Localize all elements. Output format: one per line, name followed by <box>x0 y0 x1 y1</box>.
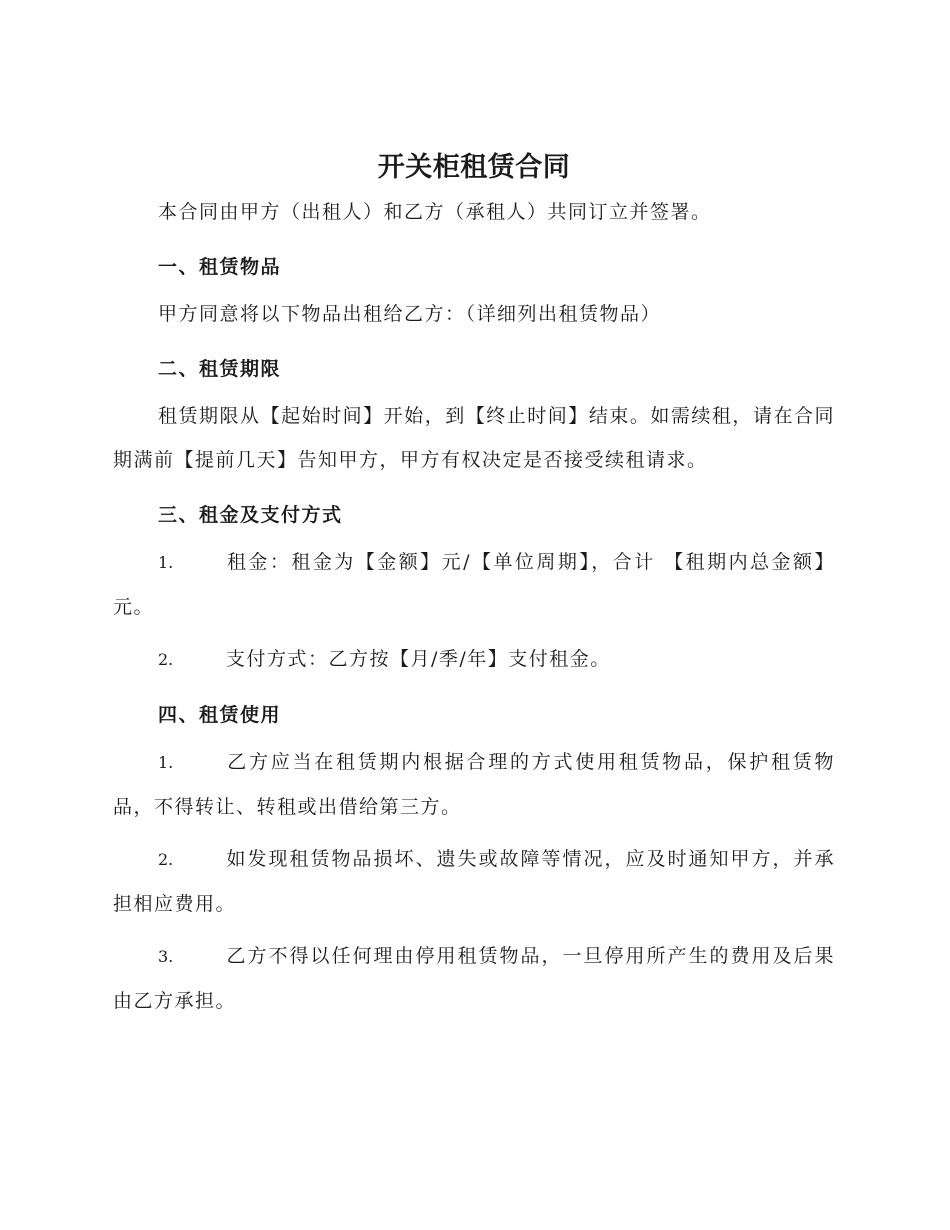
section-heading-items: 一、租赁物品 <box>158 256 282 278</box>
list-item <box>113 837 835 926</box>
list-item <box>113 540 835 629</box>
list-item-text: 租金：租金为【金额】元/【单位周期】，合计 【租期内总金额】元。 <box>113 551 835 618</box>
list-item-number: 2. <box>158 650 174 669</box>
list-item-number: 2. <box>158 850 174 869</box>
section-body-items: 甲方同意将以下物品出租给乙方：（详细列出租赁物品） <box>158 303 662 325</box>
list-item <box>113 637 835 682</box>
list-item <box>113 740 835 829</box>
section-heading-usage: 四、租赁使用 <box>158 704 282 726</box>
document-title: 开关柜租赁合同 <box>377 152 571 183</box>
list-item-text: 如发现租赁物品损坏、遗失或故障等情况，应及时通知甲方，并承担相应费用。 <box>113 848 835 915</box>
section-body-term: 租赁期限从【起始时间】开始，到【终止时间】结束。如需续租，请在合同期满前【提前几天】告知甲方，甲方有权决定是否接受续租请求。 <box>113 405 835 471</box>
list-item-number: 1. <box>158 553 174 572</box>
list-item-text: 乙方不得以任何理由停用租赁物品，一旦停用所产生的费用及后果由乙方承担。 <box>113 945 835 1012</box>
list-item <box>113 934 835 1023</box>
section-heading-rent: 三、租金及支付方式 <box>158 504 343 526</box>
list-item-number: 3. <box>158 947 174 966</box>
list-item-number: 1. <box>158 753 174 772</box>
intro-paragraph: 本合同由甲方（出租人）和乙方（承租人）共同订立并签署。 <box>158 201 712 223</box>
list-item-text: 乙方应当在租赁期内根据合理的方式使用租赁物品，保护租赁物品，不得转让、转租或出借给第三方。 <box>113 751 835 818</box>
document-page <box>113 148 835 1023</box>
section-heading-term: 二、租赁期限 <box>158 358 282 380</box>
list-item-text: 支付方式：乙方按【月/季/年】支付租金。 <box>226 648 611 670</box>
